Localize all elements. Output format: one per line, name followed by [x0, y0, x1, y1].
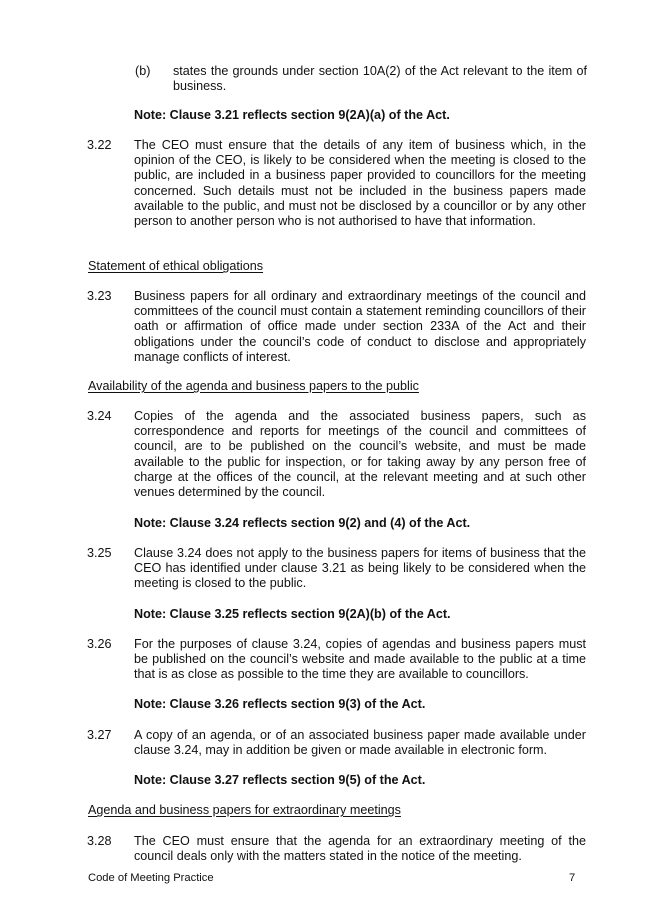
heading-extraordinary-meetings: Agenda and business papers for extraordinary meetings	[88, 803, 401, 817]
clause-3-28	[87, 834, 587, 866]
clause-3-27	[87, 728, 587, 760]
clause-number: 3.28	[87, 834, 112, 848]
note-3-21: Note: Clause 3.21 reflects section 9(2A)(a) of the Act.	[134, 108, 450, 122]
clause-number: 3.26	[87, 637, 112, 651]
heading-ethical-obligations: Statement of ethical obligations	[88, 259, 264, 273]
note-3-25: Note: Clause 3.25 reflects section 9(2A)(b) of the Act.	[134, 607, 451, 621]
note-3-26: Note: Clause 3.26 reflects section 9(3) of the Act.	[134, 697, 426, 711]
clause-number: 3.25	[87, 546, 112, 560]
clause-text: A copy of an agenda, or of an associated business paper made available under clause 3.24, may in addition be given or made available in electronic form.	[134, 728, 586, 758]
footer-page-number: 7	[569, 872, 576, 884]
clause-3-23	[87, 289, 587, 365]
list-item-b	[87, 64, 587, 96]
note-3-24: Note: Clause 3.24 reflects section 9(2) and (4) of the Act.	[134, 516, 471, 530]
clause-text: For the purposes of clause 3.24, copies of agendas and business papers must be published on the council’s website and made available to the public at a time that is as close as possible to the time they are available to councillors.	[134, 637, 586, 682]
clause-3-24	[87, 409, 587, 501]
note-3-27: Note: Clause 3.27 reflects section 9(5) of the Act.	[134, 773, 426, 787]
clause-3-22	[87, 138, 587, 243]
clause-number: 3.27	[87, 728, 112, 742]
clause-text: Business papers for all ordinary and extraordinary meetings of the council and committees of the council must contain a statement reminding councillors of their oath or affirmation of office made under section 233A of the Act and their obligations under the council’s code of conduct to disclose and appropriately manage conflicts of interest.	[134, 289, 586, 364]
clause-text: The CEO must ensure that the agenda for an extraordinary meeting of the council deals only with the matters stated in the notice of the meeting.	[134, 834, 586, 864]
clause-number: 3.22	[87, 138, 112, 152]
clause-number: 3.24	[87, 409, 112, 423]
clause-3-26	[87, 637, 587, 683]
clause-3-25	[87, 546, 587, 592]
clause-number: 3.23	[87, 289, 112, 303]
clause-text: Copies of the agenda and the associated business papers, such as correspondence and reports for meetings of the council and committees of council, are to be published on the council’s website, and must be made available to the public for inspection, or for taking away by any person free of charge at the offices of the council, at the relevant meeting and at such other venues determined by the council.	[134, 409, 586, 500]
clause-text: Clause 3.24 does not apply to the business papers for items of business that the CEO has identified under clause 3.21 as being likely to be considered when the meeting is closed to the public.	[134, 546, 586, 591]
list-item-text: states the grounds under section 10A(2) of the Act relevant to the item of business.	[173, 64, 587, 94]
list-item-label: (b)	[135, 64, 151, 78]
clause-text: The CEO must ensure that the details of any item of business which, in the opinion of the CEO, is likely to be considered when the meeting is closed to the public, are included in a business paper provided to councillors for the meeting concerned. Such details must not be included in the business papers made available to the public, and must not be disclosed by a councillor or by any other person to another person who is not authorised to have that information.	[134, 138, 586, 229]
heading-availability: Availability of the agenda and business papers to the public	[88, 379, 419, 393]
footer-document-title: Code of Meeting Practice	[88, 872, 214, 884]
